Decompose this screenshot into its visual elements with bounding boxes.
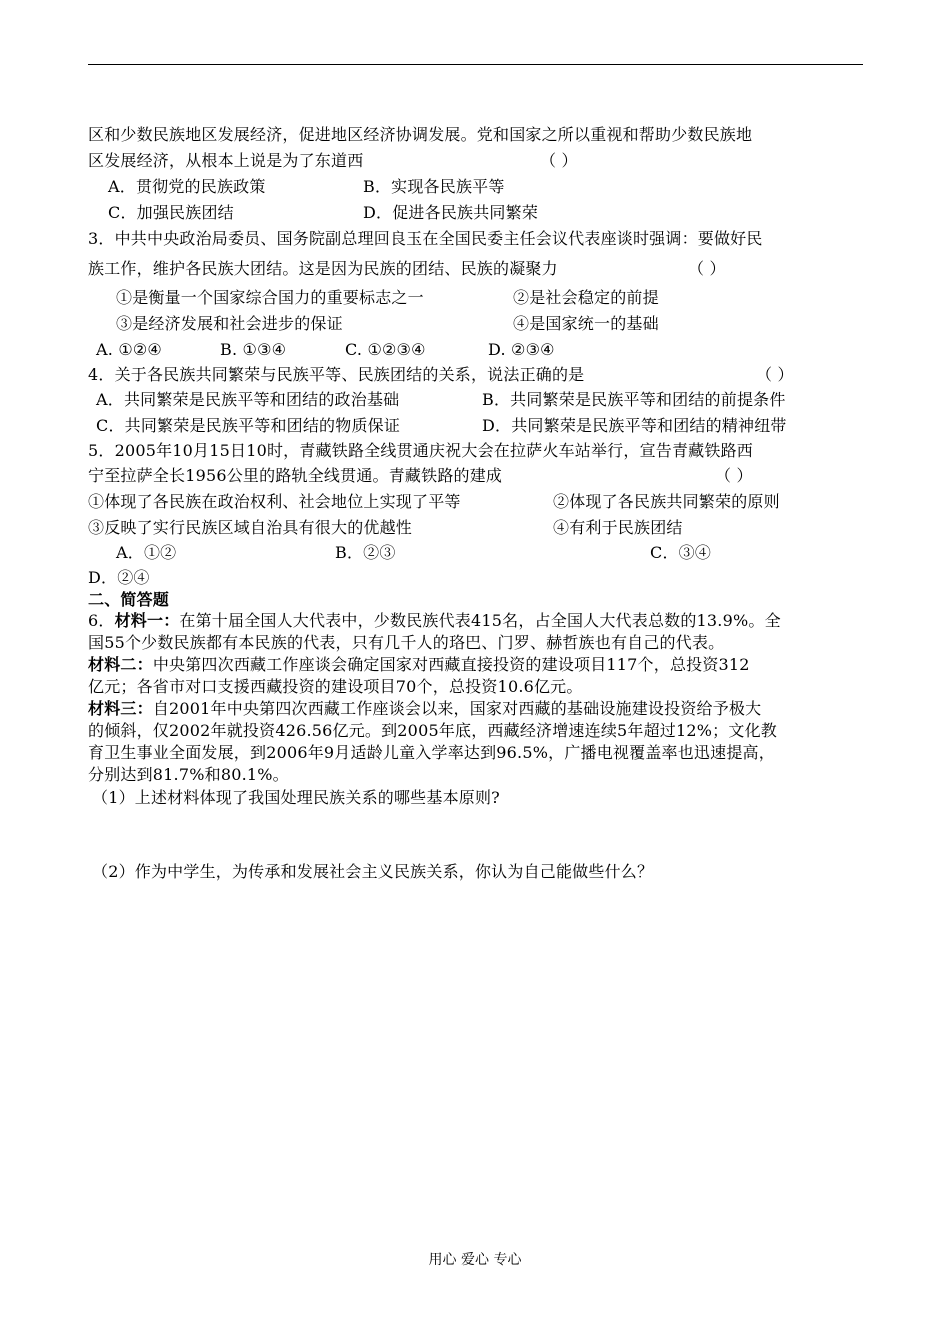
material-3-line-1 <box>88 699 761 719</box>
q3-option-a: A. ①②④ <box>96 340 162 359</box>
material-1-line-1 <box>88 611 781 631</box>
material-2-label: 材料二： <box>88 655 153 674</box>
q5-option-d: D．②④ <box>88 568 150 587</box>
q5-option-a: A．①② <box>116 543 177 562</box>
q3-option-d: D. ②③④ <box>488 340 555 359</box>
q3-statement-4: ④是国家统一的基础 <box>513 314 659 333</box>
q2-option-d: D．促进各民族共同繁荣 <box>363 203 539 222</box>
material-1-line-2: 国55个少数民族都有本民族的代表，只有几千人的珞巴、门罗、赫哲族也有自己的代表。 <box>88 633 725 652</box>
q3-line-2: 族工作，维护各民族大团结。这是因为民族的团结、民族的凝聚力 <box>88 259 558 278</box>
q2-line-2: 区发展经济，从根本上说是为了东道西 <box>88 151 364 170</box>
header-rule <box>88 64 863 65</box>
material-1-text-1: 在第十届全国人大代表中，少数民族代表415名，占全国人大代表总数的13.9%。全 <box>179 611 781 630</box>
q4-option-c: C．共同繁荣是民族平等和团结的物质保证 <box>96 416 401 435</box>
q4-option-b: B．共同繁荣是民族平等和团结的前提条件 <box>482 390 786 409</box>
q5-bracket: （ ） <box>715 466 753 485</box>
material-2-line-1 <box>88 655 750 675</box>
material-3-text-1: 自2001年中央第四次西藏工作座谈会以来，国家对西藏的基础设施建设投资给予极大 <box>152 699 762 718</box>
q5-line-1: 5．2005年10月15日10时，青藏铁路全线贯通庆祝大会在拉萨火车站举行，宣告青藏铁路西 <box>88 441 753 460</box>
material-3-line-2: 的倾斜，仅2002年就投资426.56亿元。到2005年底，西藏经济增速连续5年超过12%；文化教 <box>88 721 777 740</box>
sub-question-1: （1）上述材料体现了我国处理民族关系的哪些基本原则? <box>92 788 500 807</box>
q5-statement-2: ②体现了各民族共同繁荣的原则 <box>553 492 780 511</box>
q3-statement-2: ②是社会稳定的前提 <box>513 288 659 307</box>
section-title: 二、简答题 <box>88 590 170 609</box>
q2-bracket: （ ） <box>540 151 578 170</box>
q4-line-1: 4．关于各民族共同繁荣与民族平等、民族团结的关系，说法正确的是 <box>88 365 585 384</box>
q4-bracket: （ ） <box>756 365 794 384</box>
q5-statement-3: ③反映了实行民族区域自治具有很大的优越性 <box>88 518 413 537</box>
q5-line-2: 宁至拉萨全长1956公里的路轨全线贯通。青藏铁路的建成 <box>88 466 503 485</box>
q5-statement-4: ④有利于民族团结 <box>553 518 683 537</box>
q5-option-b: B．②③ <box>335 543 396 562</box>
material-2-text-1: 中央第四次西藏工作座谈会确定国家对西藏直接投资的建设项目117个，总投资312 <box>152 655 750 674</box>
q5-statement-1: ①体现了各民族在政治权利、社会地位上实现了平等 <box>88 492 461 511</box>
q2-option-c: C．加强民族团结 <box>108 203 234 222</box>
material-3-line-3: 育卫生事业全面发展，到2006年9月适龄儿童入学率达到96.5%，广播电视覆盖率也迅速提高， <box>88 743 775 762</box>
q3-line-1: 3．中共中央政治局委员、国务院副总理回良玉在全国民委主任会议代表座谈时强调：要做好民 <box>88 229 763 248</box>
material-3-label: 材料三： <box>88 699 153 718</box>
q2-option-b: B．实现各民族平等 <box>363 177 505 196</box>
q3-bracket: （ ） <box>688 259 726 278</box>
page-footer: 用心 爱心 专心 <box>428 1252 522 1268</box>
question-6-number: 6． <box>88 611 115 630</box>
q2-line-1: 区和少数民族地区发展经济，促进地区经济协调发展。党和国家之所以重视和帮助少数民族地 <box>88 125 753 144</box>
q3-statement-1: ①是衡量一个国家综合国力的重要标志之一 <box>116 288 424 307</box>
material-2-line-2: 亿元；各省市对口支援西藏投资的建设项目70个，总投资10.6亿元。 <box>88 677 583 696</box>
material-1-label: 材料一： <box>114 611 180 630</box>
q3-option-c: C. ①②③④ <box>345 340 426 359</box>
q3-option-b: B. ①③④ <box>220 340 287 359</box>
q4-option-a: A．共同繁荣是民族平等和团结的政治基础 <box>96 390 400 409</box>
material-3-line-4: 分别达到81.7%和80.1%。 <box>88 765 289 784</box>
q4-option-d: D．共同繁荣是民族平等和团结的精神纽带 <box>482 416 787 435</box>
sub-question-2: （2）作为中学生，为传承和发展社会主义民族关系，你认为自己能做些什么？ <box>92 862 654 881</box>
q3-statement-3: ③是经济发展和社会进步的保证 <box>116 314 343 333</box>
q5-option-c: C．③④ <box>650 543 712 562</box>
q2-option-a: A．贯彻党的民族政策 <box>108 177 266 196</box>
